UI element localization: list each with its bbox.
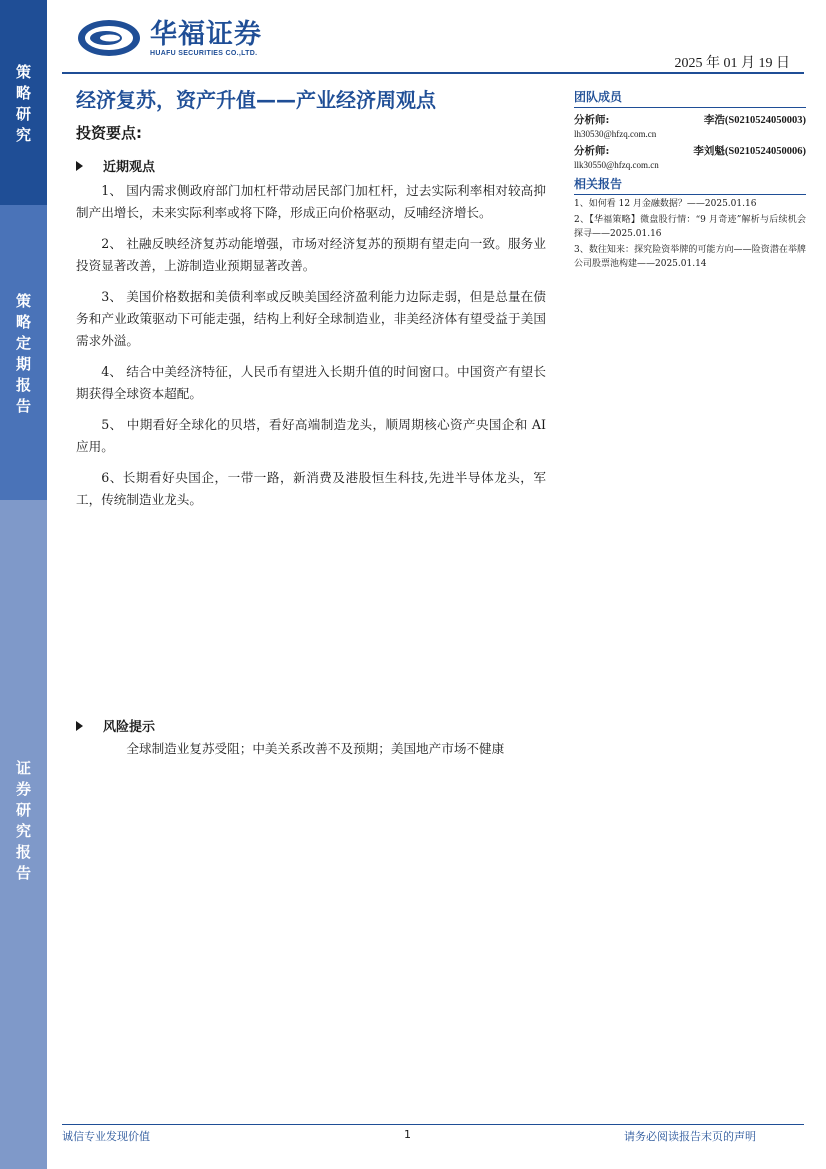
- footer-slogan: 诚信专业发现价值: [62, 1130, 150, 1143]
- company-logo: [76, 18, 262, 58]
- logo-english-name: HUAFU SECURITIES CO.,LTD.: [150, 49, 258, 57]
- strip-section-securities-report: [0, 500, 47, 1169]
- strip-label-strategy-research: 策略研究: [14, 64, 32, 148]
- team-section: [574, 88, 806, 170]
- strip-section-strategy-research: [0, 0, 47, 205]
- recent-views-body: [76, 180, 546, 520]
- huafu-logo-icon: [76, 18, 142, 58]
- recent-views-label: 近期观点: [103, 160, 156, 175]
- related-report-item[interactable]: 3、数往知来：探究险资举牌的可能方向——险资潜在举牌公司股票池构建——2025.01.14: [574, 245, 806, 269]
- recent-views-heading: [76, 156, 155, 175]
- risk-heading: [76, 716, 155, 735]
- analyst-2: [574, 143, 806, 158]
- related-reports-heading: 相关报告: [574, 175, 806, 195]
- header-divider: [62, 72, 804, 74]
- risk-label: 风险提示: [103, 720, 156, 735]
- view-paragraph-1: 1、 国内需求侧政府部门加杠杆带动居民部门加杠杆，过去实际利率相对较高抑制产出增长，未来实际利率或将下降，形成正向价格驱动，反哺经济增长。: [76, 183, 546, 220]
- strip-section-periodic-report: [0, 205, 47, 500]
- related-report-item[interactable]: 1、如何看 12 月金融数据？——2025.01.16: [574, 199, 757, 209]
- analyst-email[interactable]: llk30550@hfzq.com.cn: [574, 160, 659, 170]
- view-paragraph-3: 3、 美国价格数据和美债利率或反映美国经济盈利能力边际走弱，但是总量在债务和产业政策驱动下可能走强，结构上利好全球制造业，非美经济体有望受益于美国需求外溢。: [76, 289, 546, 348]
- strip-label-periodic-report: 策略定期报告: [14, 293, 32, 419]
- risk-text: 全球制造业复苏受阻；中美关系改善不及预期；美国地产市场不健康: [126, 741, 505, 756]
- report-date: 2025 年 01 月 19 日: [674, 56, 790, 71]
- team-heading: 团队成员: [574, 88, 806, 108]
- footer-divider: [62, 1124, 804, 1125]
- view-paragraph-4: 4、 结合中美经济特征，人民币有望进入长期升值的时间窗口。中国资产有望长期获得全球资本超配。: [76, 364, 546, 401]
- view-paragraph-2: 2、 社融反映经济复苏动能增强，市场对经济复苏的预期有望走向一致。服务业投资显著改善，上游制造业预期显著改善。: [76, 236, 546, 273]
- view-paragraph-5: 5、 中期看好全球化的贝塔，看好高端制造龙头，顺周期核心资产央国企和 AI 应用。: [76, 417, 546, 454]
- page-number: 1: [404, 1128, 411, 1141]
- analyst-email[interactable]: lh30530@hfzq.com.cn: [574, 129, 657, 139]
- related-report-item[interactable]: 2、【华福策略】微盘股行情：“9 月奇迹”解析与后续机会探寻——2025.01.16: [574, 215, 806, 239]
- analyst-name-id: 李浩(S0210524050003): [703, 115, 806, 126]
- view-paragraph-6: 6、长期看好央国企，一带一路，新消费及港股恒生科技,先进半导体龙头，军工，传统制造业龙头。: [76, 470, 546, 507]
- related-reports-section: [574, 175, 806, 271]
- analyst-role: 分析师:: [574, 114, 610, 126]
- key-points-heading: 投资要点:: [76, 124, 142, 142]
- report-title: 经济复苏，资产升值——产业经济周观点: [76, 88, 436, 112]
- strip-label-securities-report: 证券研究报告: [14, 760, 32, 886]
- analyst-role: 分析师:: [574, 145, 610, 157]
- analyst-1: [574, 112, 806, 127]
- arrow-bullet-icon: [76, 161, 83, 171]
- arrow-bullet-icon: [76, 721, 83, 731]
- footer-disclaimer: 请务必阅读报告末页的声明: [624, 1130, 756, 1143]
- analyst-name-id: 李刘魁(S0210524050006): [693, 146, 806, 157]
- risk-body: [76, 738, 546, 769]
- left-category-strip: [0, 0, 47, 1169]
- logo-chinese-name: 华福证券: [150, 18, 262, 50]
